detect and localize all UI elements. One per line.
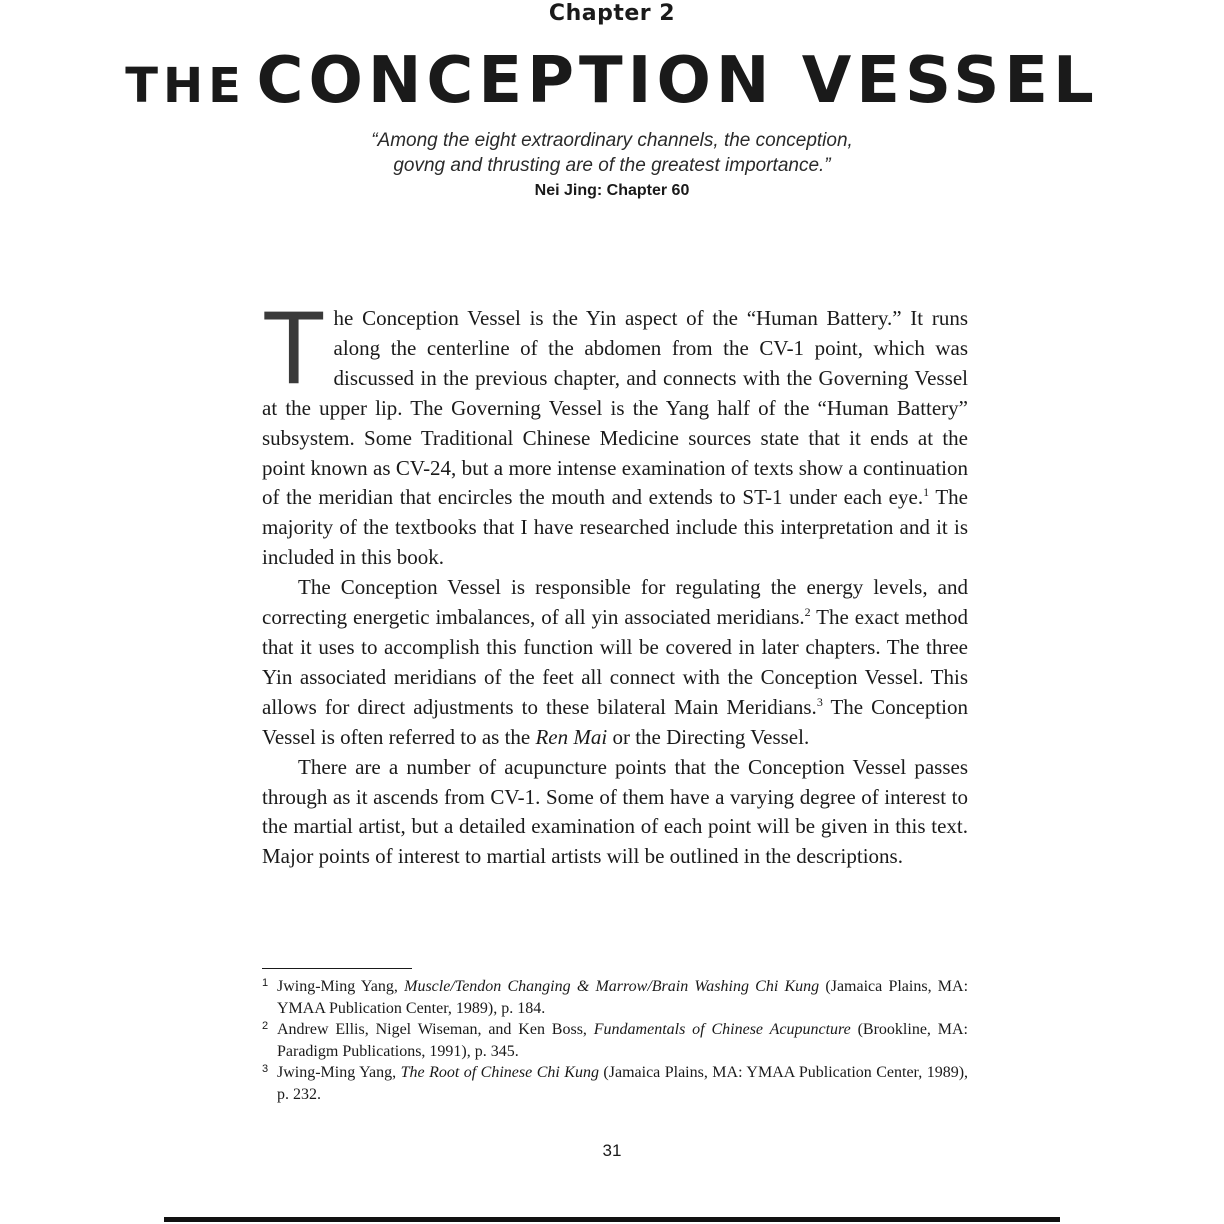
page-number: 31 [602,1141,622,1160]
footnote-text: (Brookline, MA: Paradigm Publications, 1991), p. 345. [277,1021,969,1060]
footnote-1 [262,976,968,1019]
footnote-text: Jwing-Ming Yang, [277,978,405,995]
paragraph-2-text-a: The Conception Vessel is responsible for regulating the energy levels, and correcting energetic imbalances, of all yin associated meridians. [262,575,968,630]
footnote-text: Andrew Ellis, Nigel Wiseman, and Ken Boss, [277,1021,594,1038]
paragraph-2-text-c: The Conception Vessel is often referred to as the [262,694,968,749]
paragraph-2-text-d: or the Directing Vessel. [607,724,810,749]
footnote-3 [262,1062,968,1105]
footnote-ref-1[interactable]: 1 [923,485,930,500]
footnote-ref-3[interactable]: 3 [816,694,823,709]
footnotes [262,976,968,1105]
footnote-text: (Jamaica Plains, MA: YMAA Publication Center, 1989), p. 184. [277,978,969,1017]
bottom-border [164,1217,1060,1222]
paragraph-2 [262,573,968,752]
epigraph-line-2: govng and thrusting are of the greatest importance.” [393,155,831,176]
paragraph-1-text-a: he Conception Vessel is the Yin aspect of the “Human Battery.” It runs along the centerline of the abdomen from the CV-1 point, which was discussed in the previous chapter, and connects with the Governing Vessel at the upper lip. The Governing Vessel is the Yang half of the “Human Battery” subsystem. Some Traditional Chinese Medicine sources state that it ends at the point known as CV-24, but a more intense examination of texts show a continuation of the meridian that encircles the mouth and extends to ST-1 under each eye. [262,306,968,510]
chapter-title [0,44,1224,118]
paragraph-3: There are a number of acupuncture points that the Conception Vessel passes through as it ascends from CV-1. Some of them have a varying degree of interest to the martial artist, but a detailed examination of each point will be given in this text. Major points of interest to martial artists will be outlined in the descriptions. [262,754,968,869]
footnote-text: (Jamaica Plains, MA: YMAA Publication Center, 1989), p. 232. [277,1064,969,1103]
chapter-title-the: THE [125,58,246,114]
paragraph-1-text-b: The majority of the textbooks that I have researched include this interpretation and it is included in this book. [262,485,968,570]
footnote-2 [262,1019,968,1062]
footnote-number: 1 [262,977,269,989]
footnote-ref-2[interactable]: 2 [804,605,811,620]
footnote-title: The Root of Chinese Chi Kung [400,1064,599,1081]
body-text [262,290,968,872]
paragraph-1 [262,290,968,573]
epigraph-source: Nei Jing: Chapter 60 [534,182,690,199]
footnote-number: 3 [262,1063,269,1075]
epigraph-line-1: “Among the eight extraordinary channels, the conception, [371,130,853,151]
chapter-title-main: CONCEPTION VESSEL [256,44,1099,118]
paragraph-2-italic: Ren Mai [535,724,608,749]
paragraph-2-text-b: The exact method that it uses to accomplish this function will be covered in later chapters. The three Yin associated meridians of the feet all connect with the Conception Vessel. This allows for direct adjustments to these bilateral Main Meridians. [262,605,968,719]
footnote-divider [262,968,412,969]
epigraph-quote [0,128,1224,178]
footnote-title: Muscle/Tendon Changing & Marrow/Brain Washing Chi Kung [404,978,820,995]
footnote-text: Jwing-Ming Yang, [277,1064,401,1081]
footnote-number: 2 [262,1020,269,1032]
footnote-title: Fundamentals of Chinese Acupuncture [593,1021,851,1038]
chapter-label: Chapter 2 [548,1,676,26]
drop-cap: T [262,290,326,406]
